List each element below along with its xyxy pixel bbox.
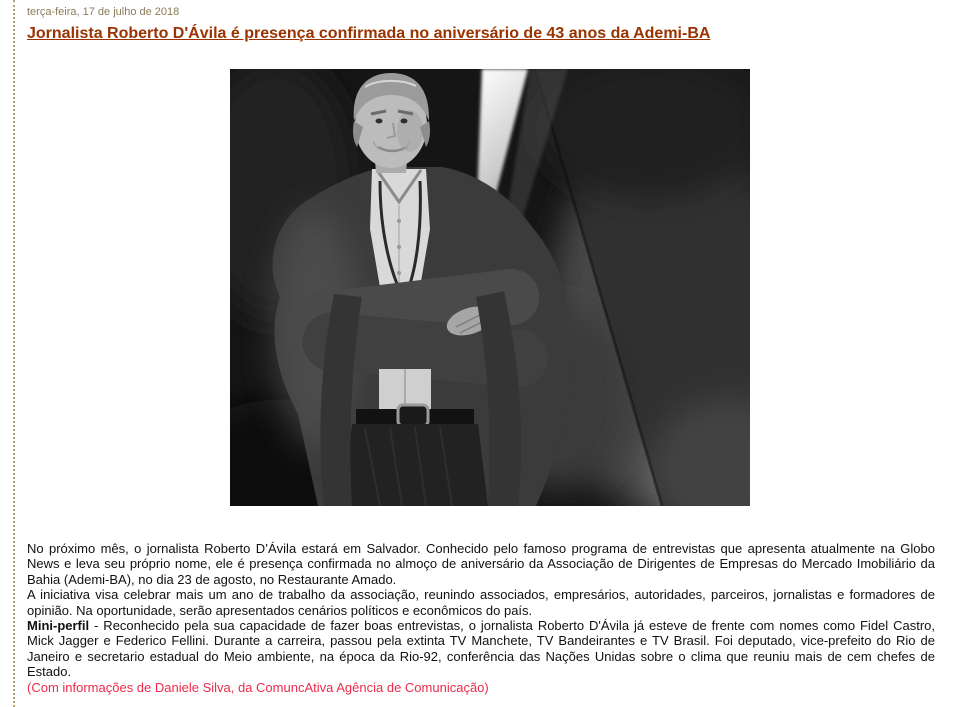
portrait-photo xyxy=(230,69,750,506)
credit-line: (Com informações de Daniele Silva, da ComuncAtiva Agência de Comunicação) xyxy=(27,679,489,695)
article-photo-link[interactable] xyxy=(230,69,750,506)
belt-buckle xyxy=(398,405,428,426)
eye-right xyxy=(401,119,408,124)
post-container xyxy=(27,6,935,695)
mini-profile-text: - Reconhecido pela sua capacidade de fazer boas entrevistas, o jornalista Roberto D'Ávila já esteve de frente com nomes como Fidel Castro, Mick Jagger e Federico Fellini. Durante a carreira, passou pela extinta TV Manchete, TV Bandeirantes e TV Brasil. Foi deputado, vice-prefeito do Rio de Janeiro e secretario estadual do Meio ambiente, na época da Rio-92, conferência das Nações Unidas sobre o clima que reuniu mais de cem chefes de Estado. xyxy=(27,618,935,680)
post-body xyxy=(27,541,935,695)
mini-profile-label: Mini-perfil xyxy=(27,618,90,634)
eye-left xyxy=(376,119,383,124)
photo-row xyxy=(36,69,944,511)
paragraph-event: A iniciativa visa celebrar mais um ano de trabalho da associação, reunindo associados, empresários, autoridades, parceiros, jornalistas e formadores de opinião. Na oportunidade, serão apresentados cenários políticos e econômicos do país. xyxy=(27,587,935,618)
paragraph-mini-profile xyxy=(27,618,935,680)
left-dotted-border xyxy=(13,0,15,707)
trousers xyxy=(342,424,488,506)
post-title-link[interactable]: Jornalista Roberto D'Ávila é presença confirmada no aniversário de 43 anos da Ademi-BA xyxy=(27,25,711,42)
post-date: terça-feira, 17 de julho de 2018 xyxy=(27,6,180,18)
face-shading xyxy=(397,110,423,152)
paragraph-intro: No próximo mês, o jornalista Roberto D’Ávila estará em Salvador. Conhecido pelo famoso programa de entrevistas que apresenta atualmente na Globo News e leva seu próprio nome, ele é presença confirmada no almoço de aniversário da Associação de Dirigentes de Empresas do Mercado Imobiliário da Bahia (Ademi-BA), no dia 23 de agosto, no Restaurante Amado. xyxy=(27,541,935,587)
